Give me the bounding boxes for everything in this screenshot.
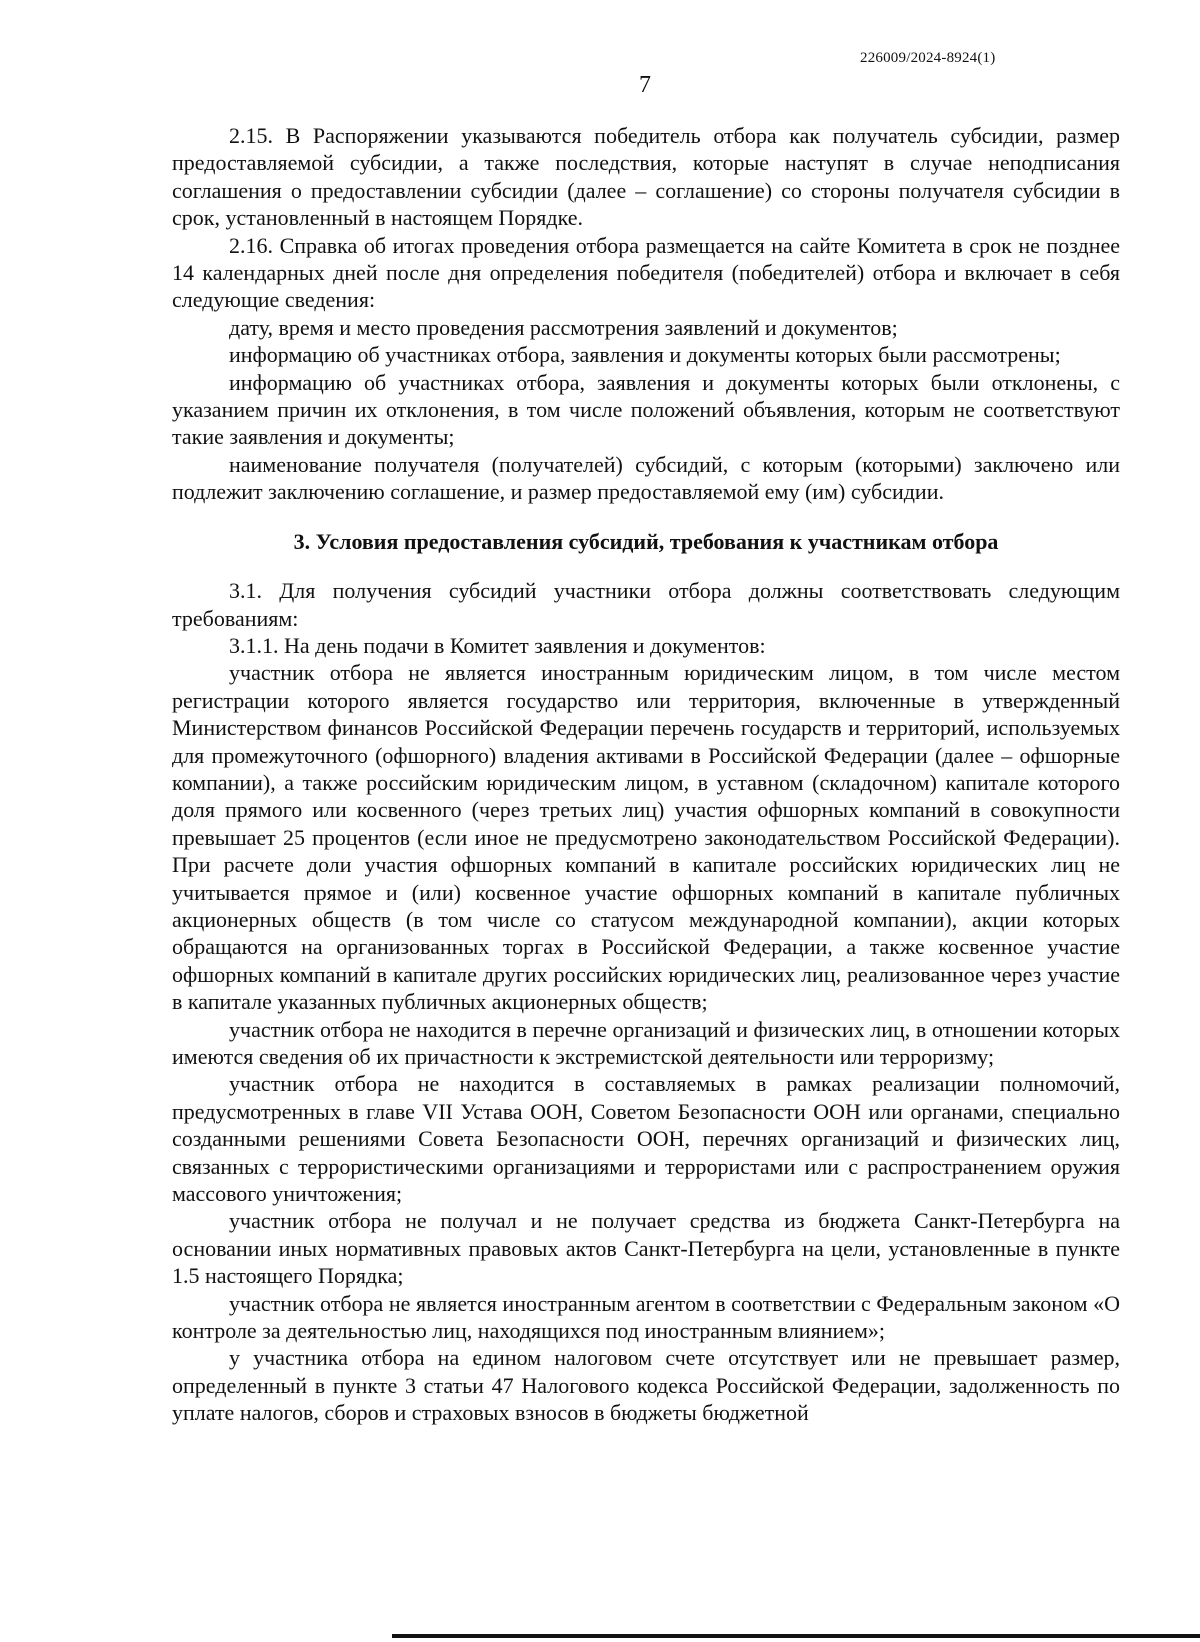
- page-number: 7: [639, 72, 651, 98]
- paragraph-3-1: 3.1. Для получения субсидий участники отбора должны соответствовать следующим требованиям:: [172, 578, 1120, 631]
- list-item-date-time-place: дату, время и место проведения рассмотрения заявлений и документов;: [229, 314, 898, 340]
- scan-bottom-edge-line: [392, 1634, 1200, 1638]
- requirement-not-foreign-entity: участник отбора не является иностранным юридическим лицом, в том числе местом регистрации которого является государство или территория, включенные в утвержденный Министерством финансов Российской Федерации перечень государств и территорий, используемых для промежуточного (офшорного) владения активами в Российской Федерации (далее – офшорные компании), а также российским юридическим лицом, в уставном (складочном) капитале которого доля прямого или косвенного (через третьих лиц) участия офшорных компаний в совокупности превышает 25 процентов (если иное не предусмотрено законодательством Российской Федерации). При расчете доли участия офшорных компаний в капитале российских юридических лиц не учитывается прямое и (или) косвенное участие офшорных компаний в капитале публичных акционерных обществ (в том числе со статусом международной компании), акции которых обращаются на организованных торгах в Российской Федерации, а также косвенное участие офшорных компаний в капитале других российских юридических лиц, реализованное через участие в капитале указанных публичных акционерных обществ;: [172, 660, 1120, 1015]
- paragraph-2-16: 2.16. Справка об итогах проведения отбора размещается на сайте Комитета в срок не позднее 14 календарных дней после дня определения победителя (победителей) отбора и включает в себя следующие сведения:: [172, 232, 1120, 313]
- section-3-heading: 3. Условия предоставления субсидий, требования к участникам отбора: [293, 528, 999, 554]
- document-body: [172, 122, 1120, 1427]
- requirement-not-extremist-list: участник отбора не находится в перечне организаций и физических лиц, в отношении которых имеются сведения об их причастности к экстремистской деятельности или терроризму;: [172, 1016, 1120, 1069]
- list-item-participants-reviewed: информацию об участниках отбора, заявления и документы которых были рассмотрены;: [229, 342, 1061, 368]
- list-item-participants-rejected: информацию об участниках отбора, заявления и документы которых были отклонены, с указанием причин их отклонения, в том числе положений объявления, которым не соответствуют такие заявления и документы;: [172, 369, 1120, 450]
- requirement-no-budget-funds: участник отбора не получал и не получает средства из бюджета Санкт-Петербурга на основании иных нормативных правовых актов Санкт-Петербурга на цели, установленные в пункте 1.5 настоящего Порядка;: [172, 1208, 1120, 1289]
- paragraph-2-15: 2.15. В Распоряжении указываются победитель отбора как получатель субсидии, размер предоставляемой субсидии, а также последствия, которые наступят в случае неподписания соглашения о предоставлении субсидии (далее – соглашение) со стороны получателя субсидии в срок, установленный в настоящем Порядке.: [172, 123, 1120, 231]
- requirement-no-tax-debt: у участника отбора на едином налоговом счете отсутствует или не превышает размер, определенный в пункте 3 статьи 47 Налогового кодекса Российской Федерации, задолженность по уплате налогов, сборов и страховых взносов в бюджеты бюджетной: [172, 1345, 1120, 1426]
- list-item-recipient-name: наименование получателя (получателей) субсидий, с которым (которыми) заключено или подлежит заключению соглашение, и размер предоставляемой ему (им) субсидии.: [172, 451, 1120, 505]
- paragraph-3-1-1: 3.1.1. На день подачи в Комитет заявления и документов:: [229, 632, 766, 658]
- document-registration-number: 226009/2024-8924(1): [860, 50, 996, 66]
- requirement-not-un-sanctions-list: участник отбора не находится в составляемых в рамках реализации полномочий, предусмотренных в главе VII Устава ООН, Советом Безопасности ООН или органами, специально созданными решениями Совета Безопасности ООН, перечнях организаций и физических лиц, связанных с террористическими организациями и террористами или с распространением оружия массового уничтожения;: [172, 1071, 1120, 1207]
- requirement-not-foreign-agent: участник отбора не является иностранным агентом в соответствии с Федеральным законом «О контроле за деятельностью лиц, находящихся под иностранным влиянием»;: [172, 1290, 1120, 1344]
